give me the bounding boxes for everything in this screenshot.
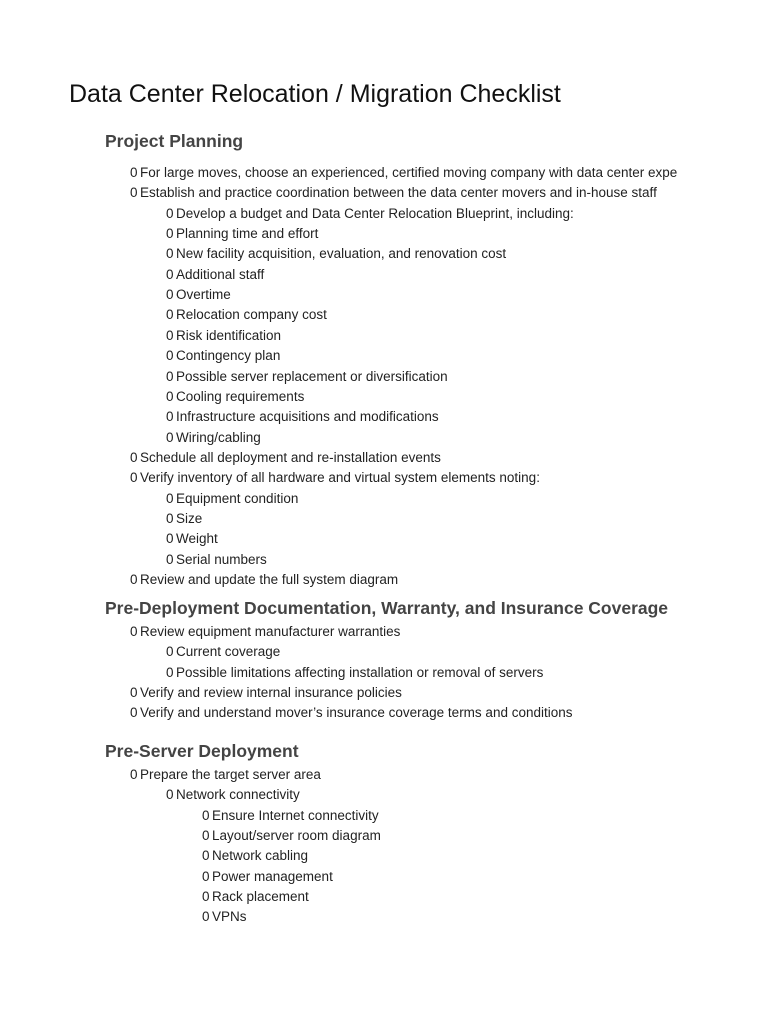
checklist-item bbox=[166, 326, 281, 346]
checklist-item bbox=[130, 448, 441, 468]
checklist-item-text: Serial numbers bbox=[176, 551, 267, 567]
checklist-item bbox=[130, 468, 540, 488]
checklist-item-text: Layout/server room diagram bbox=[212, 828, 381, 844]
checklist-item bbox=[166, 265, 264, 285]
checklist-bullet: 0 bbox=[202, 828, 210, 844]
checklist-item bbox=[166, 663, 543, 683]
checklist-bullet: 0 bbox=[166, 644, 174, 660]
checklist-bullet: 0 bbox=[130, 470, 138, 486]
checklist-bullet: 0 bbox=[166, 664, 174, 680]
checklist-item bbox=[130, 163, 677, 183]
checklist-bullet: 0 bbox=[202, 909, 210, 925]
checklist-item bbox=[166, 785, 300, 805]
checklist-item bbox=[130, 622, 400, 642]
checklist-bullet: 0 bbox=[166, 246, 174, 262]
checklist-item-text: Possible limitations affecting installation or removal of servers bbox=[176, 664, 544, 680]
checklist-item bbox=[130, 183, 657, 203]
checklist-item bbox=[130, 683, 402, 703]
checklist-bullet: 0 bbox=[166, 429, 174, 445]
checklist-item-text: Rack placement bbox=[212, 889, 309, 905]
checklist-item bbox=[166, 305, 327, 325]
checklist-item bbox=[166, 367, 448, 387]
page-right-clip bbox=[686, 0, 768, 1024]
checklist-item-text: Verify inventory of all hardware and virtual system elements noting: bbox=[140, 470, 540, 486]
checklist-bullet: 0 bbox=[166, 551, 174, 567]
checklist-item bbox=[166, 346, 280, 366]
checklist-bullet: 0 bbox=[130, 767, 138, 782]
checklist-bullet: 0 bbox=[166, 307, 174, 323]
checklist-bullet: 0 bbox=[130, 165, 138, 180]
checklist-item-text: Size bbox=[176, 510, 203, 526]
checklist-item-text: Verify and review internal insurance policies bbox=[140, 685, 402, 701]
checklist-bullet: 0 bbox=[202, 848, 210, 864]
section-heading: Pre-Server Deployment bbox=[105, 741, 299, 761]
checklist-item bbox=[166, 509, 202, 529]
checklist-item-text: Additional staff bbox=[176, 266, 265, 282]
checklist-item bbox=[166, 224, 318, 244]
checklist-item-text: Wiring/cabling bbox=[176, 429, 261, 445]
checklist-item bbox=[166, 642, 280, 662]
checklist-bullet: 0 bbox=[130, 624, 138, 639]
checklist-bullet: 0 bbox=[202, 868, 210, 884]
checklist-item-text: For large moves, choose an experienced, certified moving company with data center expe bbox=[140, 165, 678, 180]
checklist-item-text: Network connectivity bbox=[176, 787, 300, 803]
checklist-item-text: Contingency plan bbox=[176, 348, 281, 364]
checklist-bullet: 0 bbox=[166, 327, 174, 343]
checklist-item-text: Network cabling bbox=[212, 848, 309, 864]
checklist-bullet: 0 bbox=[166, 287, 174, 303]
checklist-item bbox=[166, 204, 574, 224]
checklist-item-text: Develop a budget and Data Center Relocation Blueprint, including: bbox=[176, 205, 574, 221]
checklist-item-text: Equipment condition bbox=[176, 490, 299, 506]
checklist-bullet: 0 bbox=[166, 510, 174, 526]
document-title: Data Center Relocation / Migration Checklist bbox=[69, 80, 561, 108]
checklist-item bbox=[166, 387, 304, 407]
checklist-item-text: Overtime bbox=[176, 287, 231, 303]
checklist-item-text: Establish and practice coordination between the data center movers and in-house staff bbox=[140, 185, 657, 201]
checklist-bullet: 0 bbox=[130, 449, 138, 465]
checklist-item-text: Verify and understand mover’s insurance coverage terms and conditions bbox=[140, 705, 573, 721]
checklist-item bbox=[166, 285, 231, 305]
checklist-item bbox=[166, 529, 218, 549]
checklist-item-text: Relocation company cost bbox=[176, 307, 327, 323]
checklist-bullet: 0 bbox=[166, 348, 174, 364]
section-heading: Project Planning bbox=[105, 131, 244, 151]
checklist-bullet: 0 bbox=[202, 889, 210, 905]
checklist-bullet: 0 bbox=[166, 266, 174, 282]
checklist-item bbox=[202, 867, 333, 887]
checklist-item bbox=[202, 887, 309, 907]
checklist-bullet: 0 bbox=[130, 685, 138, 701]
checklist-item-text: Current coverage bbox=[176, 644, 281, 660]
checklist-item-text: Review equipment manufacturer warranties bbox=[140, 624, 401, 639]
checklist-item bbox=[130, 765, 321, 785]
checklist-item-text: Infrastructure acquisitions and modifications bbox=[176, 409, 439, 425]
checklist-item-text: Schedule all deployment and re-installation events bbox=[140, 449, 441, 465]
checklist-bullet: 0 bbox=[166, 531, 174, 547]
checklist-item-text: Review and update the full system diagram bbox=[140, 572, 399, 587]
checklist-item-text: Weight bbox=[176, 531, 218, 547]
checklist-item-text: Prepare the target server area bbox=[140, 767, 321, 782]
checklist-item bbox=[166, 489, 298, 509]
checklist-bullet: 0 bbox=[202, 807, 210, 823]
section-heading: Pre-Deployment Documentation, Warranty, and Insurance Coverage bbox=[105, 598, 669, 618]
checklist-item-text: VPNs bbox=[212, 909, 247, 925]
checklist-bullet: 0 bbox=[166, 368, 174, 384]
checklist-bullet: 0 bbox=[130, 572, 138, 587]
checklist-item bbox=[166, 550, 267, 570]
checklist-bullet: 0 bbox=[130, 705, 138, 721]
checklist-item bbox=[202, 907, 247, 927]
checklist-bullet: 0 bbox=[130, 185, 138, 201]
checklist-item bbox=[166, 244, 506, 264]
checklist-bullet: 0 bbox=[166, 388, 174, 404]
checklist-item bbox=[130, 703, 573, 723]
checklist-bullet: 0 bbox=[166, 205, 174, 221]
checklist-item-text: Cooling requirements bbox=[176, 388, 305, 404]
checklist-item-text: Planning time and effort bbox=[176, 226, 319, 242]
checklist-item bbox=[130, 570, 398, 590]
checklist-item-text: Ensure Internet connectivity bbox=[212, 807, 379, 823]
checklist-item-text: Possible server replacement or diversification bbox=[176, 368, 448, 384]
checklist-item bbox=[166, 428, 261, 448]
checklist-bullet: 0 bbox=[166, 226, 174, 242]
checklist-item bbox=[202, 846, 308, 866]
checklist-item-text: New facility acquisition, evaluation, and renovation cost bbox=[176, 246, 507, 262]
checklist-bullet: 0 bbox=[166, 490, 174, 506]
checklist-bullet: 0 bbox=[166, 787, 174, 803]
checklist-item bbox=[202, 826, 381, 846]
checklist-item bbox=[202, 806, 379, 826]
checklist-item-text: Risk identification bbox=[176, 327, 282, 343]
checklist-item-text: Power management bbox=[212, 868, 333, 884]
checklist-bullet: 0 bbox=[166, 409, 174, 425]
checklist-item bbox=[166, 407, 439, 427]
